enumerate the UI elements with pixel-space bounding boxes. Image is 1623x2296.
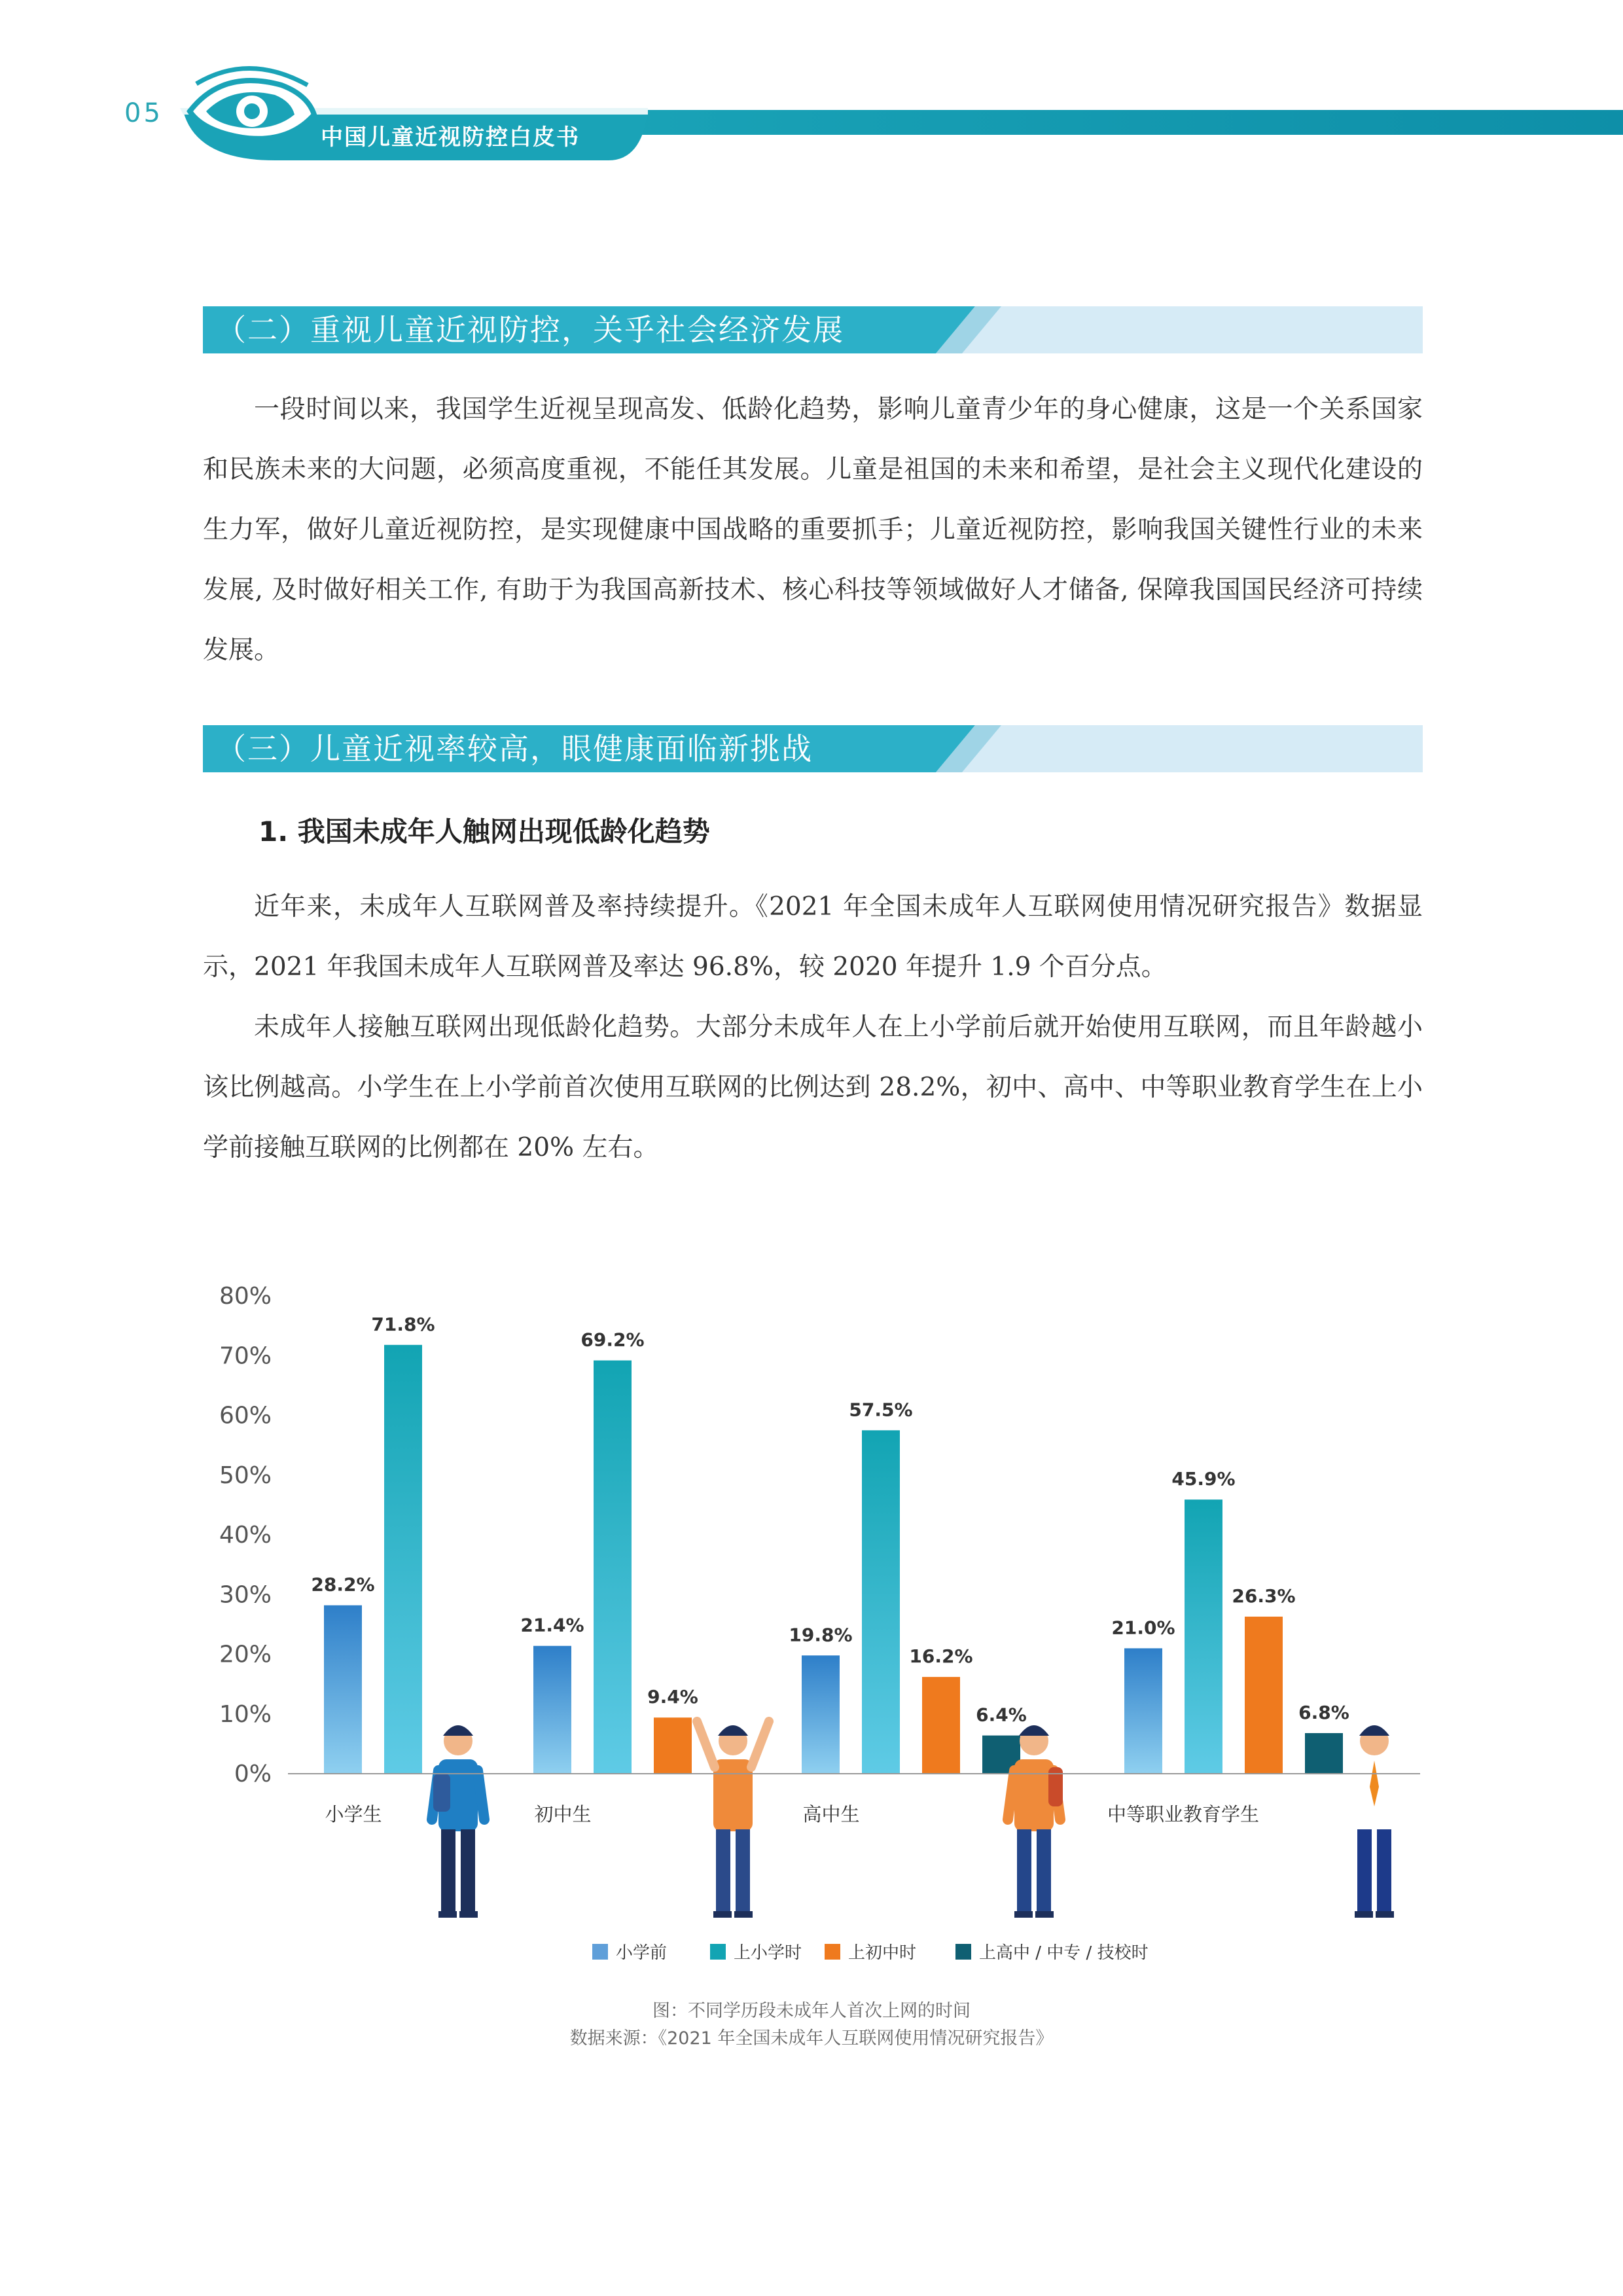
bar-2-2 (594, 1361, 632, 1774)
student-figure-icon (432, 1725, 484, 1918)
student-figure-icon (1348, 1725, 1400, 1918)
page-number: 05 (124, 98, 163, 128)
legend-swatch (955, 1944, 971, 1960)
bar-4-2 (1185, 1499, 1222, 1774)
legend-swatch (825, 1944, 840, 1960)
y-tick-label: 40% (219, 1522, 272, 1549)
legend-label: 上初中时 (848, 1943, 917, 1963)
eye-logo-icon (190, 68, 314, 138)
data-label: 26.3% (1232, 1585, 1296, 1607)
data-source: 数据来源：《2021 年全国未成年人互联网使用情况研究报告》 (569, 2028, 1054, 2049)
bar-1-2 (384, 1345, 422, 1774)
subheading: 1. 我国未成年人触网出现低龄化趋势 (259, 816, 710, 848)
x-tick-label: 高中生 (802, 1803, 860, 1825)
data-label: 57.5% (849, 1399, 913, 1421)
x-tick-label: 初中生 (534, 1803, 592, 1825)
y-tick-label: 80% (219, 1283, 272, 1310)
legend-label: 上小学时 (734, 1943, 802, 1963)
legend-label: 小学前 (616, 1943, 668, 1963)
figure-caption: 图：不同学历段未成年人首次上网的时间 (652, 2001, 971, 2021)
data-label: 21.0% (1111, 1617, 1175, 1639)
bars (311, 1314, 1349, 1774)
data-label: 6.8% (1298, 1701, 1349, 1723)
section-2-paragraph: 一段时间以来，我国学生近视呈现高发、低龄化趋势，影响儿童青少年的身心健康，这是一个关系国家和民族未来的大问题，必须高度重视，不能任其发展。儿童是祖国的未来和希望，是社会主义现代化建设的生力军，做好儿童近视防控，是实现健康中国战略的重要抓手；儿童近视防控，影响我国关键性行业的未来发展, 及时做好相关工作, 有助于为我国高新技术、核心科技等领域做好人才储备, 保障我国国民经济可持续发展。 (203, 395, 1423, 665)
data-label: 19.8% (789, 1624, 853, 1646)
data-label: 21.4% (520, 1614, 584, 1636)
y-tick-label: 0% (234, 1761, 272, 1787)
bar-4-1 (1124, 1648, 1162, 1774)
document-title: 中国儿童近视防控白皮书 (321, 124, 580, 151)
section-3-paragraph-2: 未成年人接触互联网出现低龄化趋势。大部分未成年人在上小学前后就开始使用互联网，而且年龄越小该比例越高。小学生在上小学前首次使用互联网的比例达到 28.2%，初中、高中、中等职业教育学生在上小学前接触互联网的比例都在 20% 左右。 (203, 1013, 1423, 1162)
legend-swatch (592, 1944, 608, 1960)
bar-4-3 (1245, 1617, 1283, 1774)
y-tick-label: 20% (219, 1641, 272, 1668)
data-label: 45.9% (1171, 1468, 1236, 1490)
bar-2-3 (654, 1717, 692, 1774)
y-tick-label: 70% (219, 1342, 272, 1370)
data-label: 69.2% (580, 1329, 645, 1351)
y-axis (219, 1283, 272, 1787)
legend-label: 上高中 / 中专 / 技校时 (979, 1943, 1149, 1963)
bar-3-3 (922, 1677, 960, 1774)
data-label: 71.8% (371, 1313, 435, 1335)
bar-3-1 (802, 1655, 840, 1774)
first-internet-use-chart (196, 1263, 1440, 1990)
section-3-paragraph-1: 近年来，未成年人互联网普及率持续提升。《2021 年全国未成年人互联网使用情况研究报告》数据显示，2021 年我国未成年人互联网普及率达 96.8%，较 2020 年提升 1.9 个百分点。 (203, 892, 1423, 982)
x-tick-label: 小学生 (325, 1803, 382, 1825)
y-tick-label: 10% (219, 1700, 272, 1728)
y-tick-label: 60% (219, 1402, 272, 1429)
section-2-title: （二）重视儿童近视防控，关乎社会经济发展 (216, 312, 844, 348)
data-label: 16.2% (909, 1645, 973, 1668)
bar-4-4 (1305, 1733, 1343, 1774)
y-tick-label: 30% (219, 1581, 272, 1609)
bar-3-2 (862, 1430, 900, 1774)
bar-1-1 (324, 1605, 362, 1774)
legend-swatch (710, 1944, 726, 1960)
data-label: 6.4% (976, 1704, 1027, 1726)
data-label: 9.4% (647, 1686, 698, 1708)
header-banner (0, 0, 1623, 170)
section-3-title: （三）儿童近视率较高，眼健康面临新挑战 (216, 731, 813, 766)
student-figure-icon (697, 1721, 769, 1918)
x-tick-label: 中等职业教育学生 (1107, 1803, 1260, 1825)
legend (592, 1943, 1149, 1963)
bar-2-1 (533, 1646, 571, 1774)
data-label: 28.2% (311, 1573, 375, 1596)
y-tick-label: 50% (219, 1462, 272, 1489)
backpack-icon (433, 1774, 450, 1812)
